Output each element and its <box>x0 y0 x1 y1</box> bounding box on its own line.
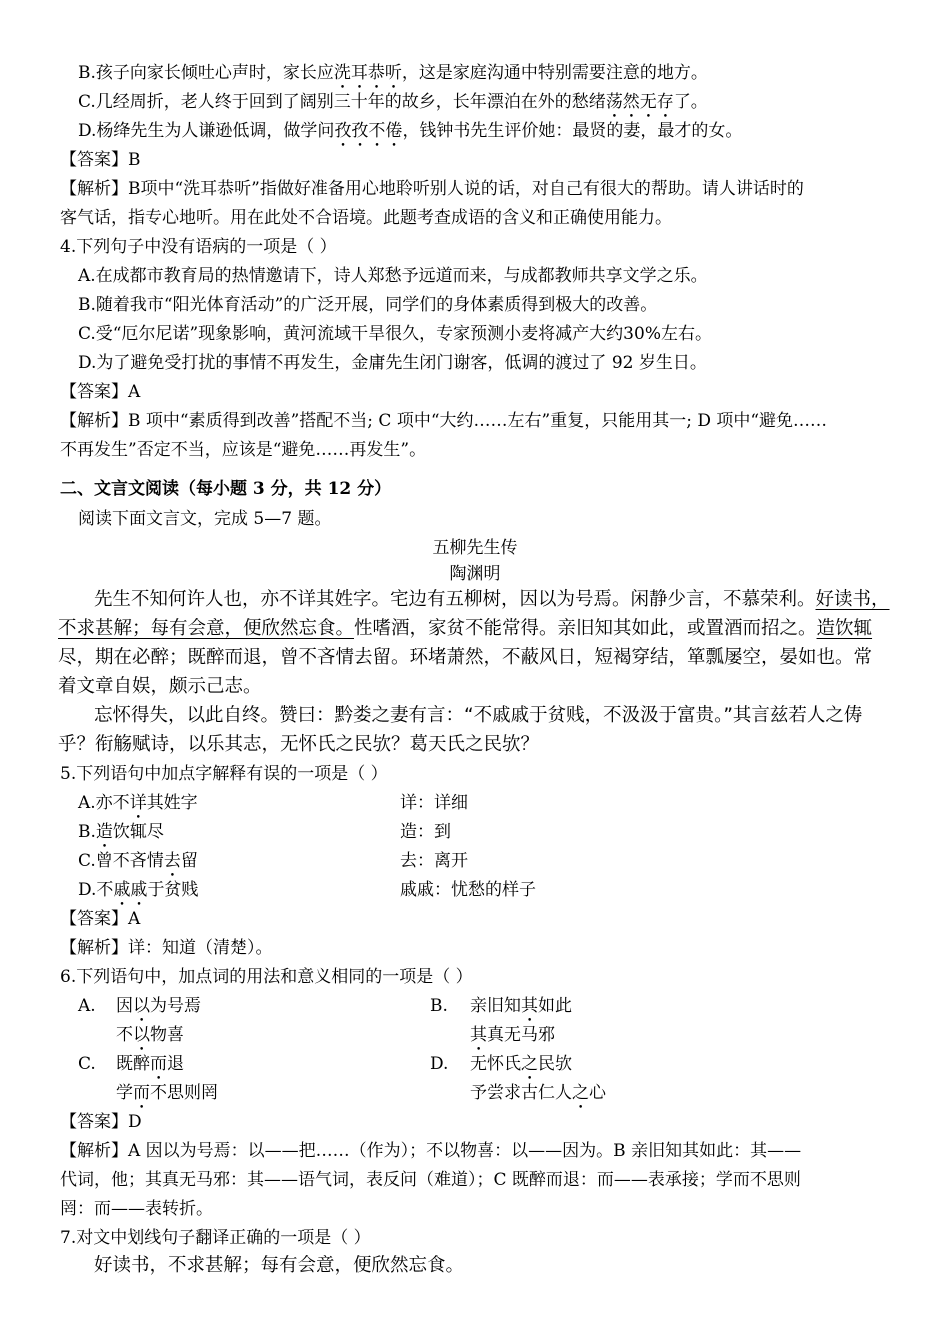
underlined-sentence: 不求甚解；每有会意，便欣然忘食。 <box>58 618 355 639</box>
dotted-word: 造 <box>95 822 113 842</box>
dotted-word: 其 <box>470 1025 487 1045</box>
option-text: 无怀氏 <box>470 1054 521 1074</box>
q4-option-c: C.受“厄尔尼诺”现象影响，黄河流域干旱很久，专家预测小麦将减产大约30%左右。 <box>78 324 712 344</box>
q3-option-c <box>78 91 708 122</box>
q6-a-line2 <box>116 1024 184 1055</box>
q5-answer: 【答案】A <box>60 909 141 929</box>
q6-d-line1 <box>470 1053 572 1084</box>
q7-stem: 7.对文中划线句子翻译正确的一项是（ ） <box>60 1228 371 1248</box>
option-text: C.几经周折，老人终于回到了阔别三十年的故乡，长年漂泊在外的愁绪 <box>78 92 606 112</box>
option-text: 如此 <box>538 996 572 1016</box>
option-text: 了。 <box>673 92 708 112</box>
option-text: 亲旧知 <box>470 996 521 1016</box>
option-text: 物喜 <box>150 1025 184 1045</box>
q5-option-c <box>78 850 198 881</box>
option-text: 不思则罔 <box>150 1083 218 1103</box>
option-text: ，钱钟书先生评价她：最贤的妻，最才的女。 <box>402 121 743 141</box>
dotted-word: 而 <box>150 1054 167 1074</box>
underlined-sentence: 造饮辄 <box>816 618 873 639</box>
q3-analysis-line2: 客气话，指专心地听。用在此处不合语境。此题考查成语的含义和正确使用能力。 <box>60 208 672 228</box>
option-text: A.亦不 <box>78 793 130 813</box>
q5-option-b <box>78 821 164 852</box>
q4-answer: 【答案】A <box>60 382 141 402</box>
dotted-phrase: 洗耳恭听 <box>333 63 402 83</box>
option-text: 为号焉 <box>150 996 201 1016</box>
option-text: B. <box>78 822 96 842</box>
q7-sentence: 好读书，不求甚解；每有会意，便欣然忘食。 <box>94 1255 465 1276</box>
q3-answer: 【答案】B <box>60 150 141 170</box>
q4-analysis-line2: 不再发生”否定不当，应该是“避免……再发生”。 <box>60 440 427 460</box>
option-text: 民欤 <box>538 1054 572 1074</box>
option-text: 予尝求古仁人 <box>470 1083 572 1103</box>
q6-analysis-line2: 代词，他；其真无马邪：其——语气词，表反问（难道）；C 既醉而退：而——表承接；学而不思则 <box>60 1170 801 1190</box>
option-text: 不 <box>116 1025 133 1045</box>
dotted-word: 去 <box>163 851 181 871</box>
q5-option-b-gloss: 造：到 <box>400 822 451 842</box>
q5-stem: 5.下列语句中加点字解释有误的一项是（ ） <box>60 764 388 784</box>
q6-label-d: D. <box>430 1054 449 1074</box>
section-intro: 阅读下面文言文，完成 5—7 题。 <box>78 509 332 529</box>
q5-option-d-gloss: 戚戚：忧愁的样子 <box>400 880 536 900</box>
q6-analysis-line3: 罔：而——表转折。 <box>60 1199 213 1219</box>
option-text: 学 <box>116 1083 133 1103</box>
q6-label-a: A. <box>78 996 96 1016</box>
option-text: D.杨绛先生为人谦逊低调，做学问 <box>78 121 335 141</box>
option-text: 心 <box>589 1083 606 1103</box>
q6-label-c: C. <box>78 1054 96 1074</box>
q6-stem: 6.下列语句中，加点词的用法和意义相同的一项是（ ） <box>60 967 473 987</box>
q4-option-d: D.为了避免受打扰的事情不再发生，金庸先生闭门谢客，低调的渡过了 92 岁生日。 <box>78 353 707 373</box>
option-text: 留 <box>180 851 198 871</box>
dotted-word: 之 <box>521 1054 538 1074</box>
dotted-word: 而 <box>133 1083 150 1103</box>
q6-a-line1 <box>116 995 201 1026</box>
dotted-phrase: 荡然无存 <box>605 92 674 112</box>
passage-author: 陶渊明 <box>449 564 501 584</box>
option-text: 其姓字 <box>146 793 198 813</box>
dotted-word: 以 <box>133 1025 150 1045</box>
q5-analysis: 【解析】详：知道（清楚）。 <box>60 938 273 958</box>
option-text: 因 <box>116 996 133 1016</box>
q5-option-a <box>78 792 198 823</box>
dotted-word: 详 <box>129 793 147 813</box>
q6-d-line2 <box>470 1082 606 1113</box>
q6-b-line2 <box>470 1024 555 1055</box>
q4-stem: 4.下列句子中没有语病的一项是（ ） <box>60 237 337 257</box>
passage-line-4: 着文章自娱，颇示己志。 <box>58 676 262 697</box>
passage-line-1 <box>94 588 890 612</box>
q6-answer: 【答案】D <box>60 1112 142 1132</box>
q3-analysis-line1: 【解析】B项中“洗耳恭听”指做好准备用心地聆听别人说的话，对自己有很大的帮助。请人讲话时的 <box>60 179 804 199</box>
passage-text: 性嗜酒，家贫不能常得。亲旧知其如此，或置酒而招之。 <box>354 618 817 639</box>
q6-analysis-line1: 【解析】A 因以为号焉：以——把……（作为）；不以物喜：以——因为。B 亲旧知其如此：其—— <box>60 1141 802 1161</box>
passage-line-5: 忘怀得失，以此自终。赞曰：黔娄之妻有言：“不戚戚于贫贱，不汲汲于富贵。”其言兹若人之俦 <box>94 705 863 726</box>
q5-option-a-gloss: 详：详细 <box>400 793 468 813</box>
q6-label-b: B. <box>430 996 448 1016</box>
option-text: 于贫贱 <box>147 880 199 900</box>
section-heading: 二、文言文阅读（每小题 3 分，共 12 分） <box>60 479 392 499</box>
passage-text: 先生不知何许人也，亦不详其姓字。宅边有五柳树，因以为号焉。闲静少言，不慕荣利。 <box>94 589 816 610</box>
q5-option-c-gloss: 去：离开 <box>400 851 468 871</box>
q6-c-line1 <box>116 1053 184 1084</box>
q3-option-d <box>78 120 742 151</box>
dotted-word: 以 <box>133 996 150 1016</box>
passage-line-3: 尽，期在必醉；既醉而退，曾不吝情去留。环堵萧然，不蔽风日，短褐穿结，箪瓢屡空，晏如也。常 <box>58 647 873 668</box>
q6-c-line2 <box>116 1082 218 1113</box>
q6-b-line1 <box>470 995 572 1026</box>
option-text: 既醉 <box>116 1054 150 1074</box>
q5-option-d <box>78 879 198 910</box>
underlined-sentence: 好读书， <box>815 589 890 610</box>
dotted-phrase: 孜孜不倦 <box>334 121 403 141</box>
option-text: 真无马邪 <box>487 1025 555 1045</box>
q3-option-b <box>78 62 708 93</box>
passage-title: 五柳先生传 <box>432 538 518 558</box>
q4-analysis-line1: 【解析】B 项中“素质得到改善”搭配不当; C 项中“大约……左右”重复，只能用其一; D 项中“避免…… <box>60 411 828 431</box>
dotted-word: 戚戚 <box>113 880 148 900</box>
passage-line-2 <box>58 617 872 641</box>
dotted-word: 其 <box>521 996 538 1016</box>
option-text: ，这是家庭沟通中特别需要注意的地方。 <box>401 63 708 83</box>
option-text: 饮辄尽 <box>112 822 164 842</box>
option-text: D.不 <box>78 880 114 900</box>
option-text: B.孩子向家长倾吐心声时，家长应 <box>78 63 334 83</box>
q4-option-a: A.在成都市教育局的热情邀请下，诗人郑愁予远道而来，与成都教师共享文学之乐。 <box>78 266 708 286</box>
option-text: C.曾不吝情 <box>78 851 164 871</box>
passage-line-6: 乎？衔觞赋诗，以乐其志，无怀氏之民欤？葛天氏之民欤？ <box>58 734 540 755</box>
q4-option-b: B.随着我市“阳光体育活动”的广泛开展，同学们的身体素质得到极大的改善。 <box>78 295 658 315</box>
option-text: 退 <box>167 1054 184 1074</box>
dotted-word: 之 <box>572 1083 589 1103</box>
